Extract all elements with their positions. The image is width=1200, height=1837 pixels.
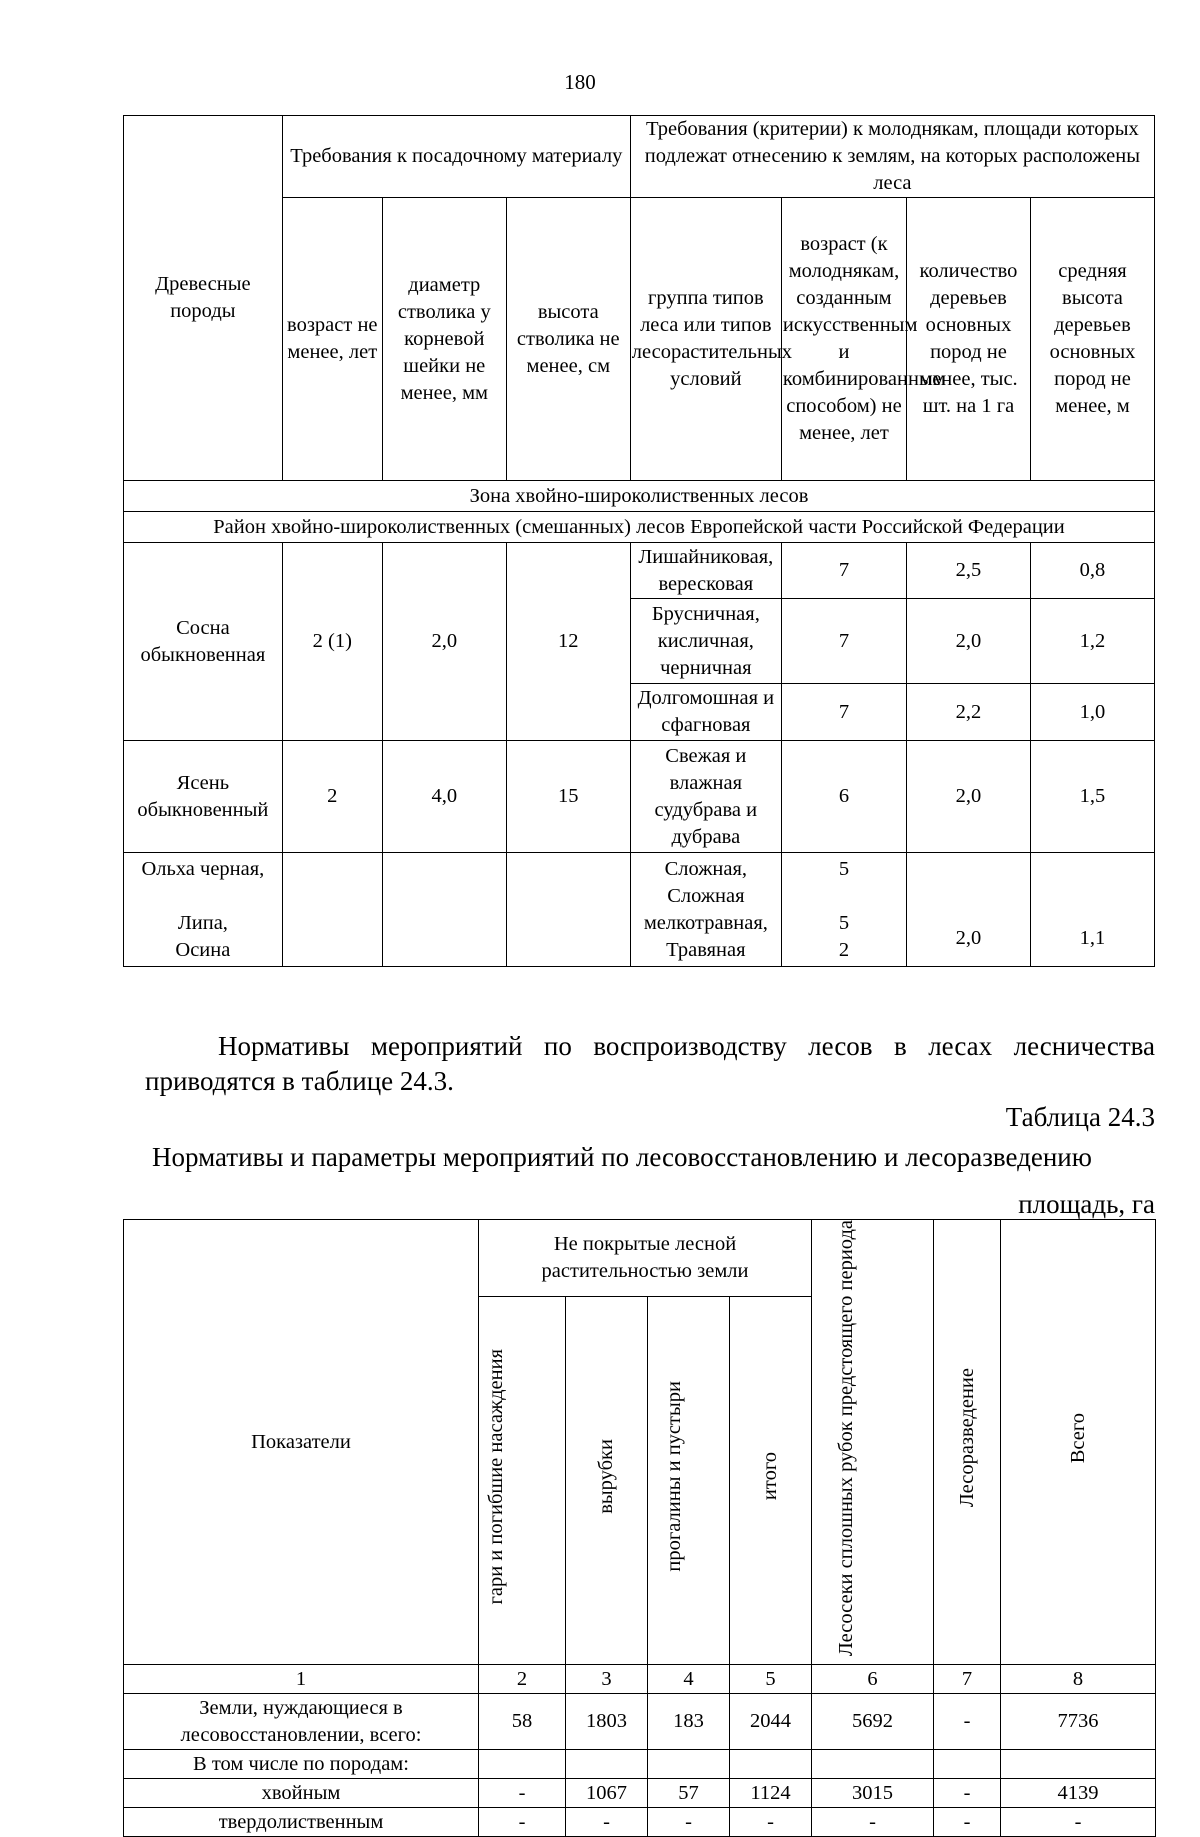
col-diameter-header: диаметр стволика у корневой шейки не менее, мм [382,198,506,481]
ash-avg-height: 1,5 [1030,741,1154,853]
cell: - [1001,1808,1156,1837]
ash-young-age: 6 [781,741,906,853]
col-afforestation-header [934,1220,1001,1665]
species-mixed [124,853,283,967]
cell: - [812,1808,934,1837]
cell [1001,1750,1156,1779]
pine-young-age-3: 7 [781,684,906,741]
mixed-avg-height: 1,1 [1030,853,1154,967]
pine-type-1: Лишайниковая, вересковая [630,543,781,599]
cell: 2044 [730,1694,812,1750]
uncovered-lands-header: Не покрытые лесной растительностью земли [479,1220,812,1297]
cell [648,1750,730,1779]
mixed-young-age-2: 5 [838,911,850,934]
col-number: 1 [124,1665,479,1694]
cell [566,1750,648,1779]
species-alder: Ольха черная, [141,857,265,880]
seedling-requirements-table [123,115,1155,967]
paragraph-line-1: Нормативы мероприятий по воспроизводству лесов в лесах лесничества [218,1031,1155,1061]
cell: 57 [648,1779,730,1808]
young-stands-header: Требования (критерии) к молоднякам, площади которых подлежат отнесению к землям, на которых расположены леса [630,116,1154,198]
col-burnt-label: гари и погибшие насаждения [485,1348,507,1605]
col-number: 7 [934,1665,1001,1694]
species-ash: Ясень обыкновенный [124,741,283,853]
col-number: 3 [566,1665,648,1694]
col-avg-height-header: средняя высота деревьев основных пород не менее, м [1030,198,1154,481]
mixed-young-age-1: 5 [838,857,850,880]
row-label: В том числе по породам: [124,1750,479,1779]
cell [934,1750,1001,1779]
cell: 1124 [730,1779,812,1808]
col-afforestation-label: Лесоразведение [955,1368,978,1508]
cell: - [730,1808,812,1837]
mixed-age [282,853,382,967]
species-aspen: Осина [175,938,231,961]
cell: - [934,1779,1001,1808]
table-row [124,1694,1156,1750]
cell: - [479,1808,566,1837]
cell: 3015 [812,1779,934,1808]
cell: 1067 [566,1779,648,1808]
col-number: 5 [730,1665,812,1694]
col-glades-label: прогалины и пустыри [662,1381,685,1572]
cell: 4139 [1001,1779,1156,1808]
col-burnt-header [479,1296,566,1665]
cell: - [934,1694,1001,1750]
paragraph-line-2: приводятся в таблице 24.3. [145,1066,454,1096]
col-age-header: возраст не менее, лет [282,198,382,481]
pine-diameter: 2,0 [382,543,506,741]
col-number: 8 [1001,1665,1156,1694]
pine-count-1: 2,5 [906,543,1030,599]
planting-material-header: Требования к посадочному материалу [282,116,630,198]
row-label: хвойным [124,1779,479,1808]
col-clearcut-header [812,1220,934,1665]
ash-type: Свежая и влажная судубрава и дубрава [630,741,781,853]
table-row [124,1750,1156,1779]
page-number: 180 [564,70,596,94]
mixed-count: 2,0 [906,853,1030,967]
mixed-type [630,853,781,967]
zone-row: Зона хвойно-широколиственных лесов [124,481,1155,512]
col-all-header [1001,1220,1156,1665]
pine-type-3: Долгомошная и сфагновая [630,684,781,741]
pine-avg-height-1: 0,8 [1030,543,1154,599]
cell [479,1750,566,1779]
cell: - [934,1808,1001,1837]
cell: 5692 [812,1694,934,1750]
mixed-type-3: Травяная [666,938,746,961]
pine-count-2: 2,0 [906,599,1030,684]
col-indicators-header: Показатели [124,1220,479,1665]
col-all-label: Всего [1066,1412,1089,1464]
col-height-header: высота стволика не менее, см [506,198,630,481]
cell [730,1750,812,1779]
row-label: твердолиственным [124,1808,479,1837]
pine-age: 2 (1) [282,543,382,741]
reforestation-table [123,1219,1156,1837]
table-row [124,1808,1156,1837]
col-number: 4 [648,1665,730,1694]
col-glades-header [648,1296,730,1665]
ash-count: 2,0 [906,741,1030,853]
pine-count-3: 2,2 [906,684,1030,741]
mixed-height [506,853,630,967]
col-total-uncovered-label: итого [759,1452,782,1501]
col-cuttings-header [566,1296,648,1665]
ash-age: 2 [282,741,382,853]
table-number: Таблица 24.3 [1005,1102,1155,1132]
col-number: 6 [812,1665,934,1694]
pine-young-age-1: 7 [781,543,906,599]
mixed-young-age [781,853,906,967]
cell: 1803 [566,1694,648,1750]
pine-height: 12 [506,543,630,741]
cell: - [479,1779,566,1808]
table-row [124,1779,1156,1808]
species-pine: Сосна обыкновенная [124,543,283,741]
ash-diameter: 4,0 [382,741,506,853]
pine-type-2: Брусничная, кисличная, черничная [630,599,781,684]
paragraph [145,1029,1155,1099]
pine-avg-height-3: 1,0 [1030,684,1154,741]
col-species-header: Древесные породы [124,116,283,481]
table-unit: площадь, га [1018,1189,1155,1219]
cell: - [648,1808,730,1837]
col-total-uncovered-header [730,1296,812,1665]
col-count-header: количество деревьев основных пород не менее, тыс. шт. на 1 га [906,198,1030,481]
col-number: 2 [479,1665,566,1694]
pine-avg-height-2: 1,2 [1030,599,1154,684]
cell: - [566,1808,648,1837]
cell [812,1750,934,1779]
col-cuttings-label: вырубки [595,1438,617,1514]
col-forest-type-header: группа типов леса или типов лесорастительных условий [630,198,781,481]
pine-young-age-2: 7 [781,599,906,684]
mixed-type-2: Сложная мелкотравная, [643,884,768,934]
mixed-young-age-3: 2 [838,938,850,961]
cell: 183 [648,1694,730,1750]
table-title: Нормативы и параметры мероприятий по лесовосстановлению и лесоразведению [152,1142,1092,1172]
mixed-diameter [382,853,506,967]
row-label: Земли, нуждающиеся в лесовосстановлении, всего: [124,1694,479,1750]
district-row: Район хвойно-широколиственных (смешанных) лесов Европейской части Российской Федерации [124,512,1155,543]
species-linden: Липа, [177,911,228,934]
ash-height: 15 [506,741,630,853]
col-clearcut-label: Лесосеки сплошных рубок предстоящего периода [834,1220,857,1657]
cell: 58 [479,1694,566,1750]
mixed-type-1: Сложная, [664,857,748,880]
cell: 7736 [1001,1694,1156,1750]
col-young-age-header: возраст (к молоднякам, созданным искусственным и комбинированным способом) не менее, лет [781,198,906,481]
